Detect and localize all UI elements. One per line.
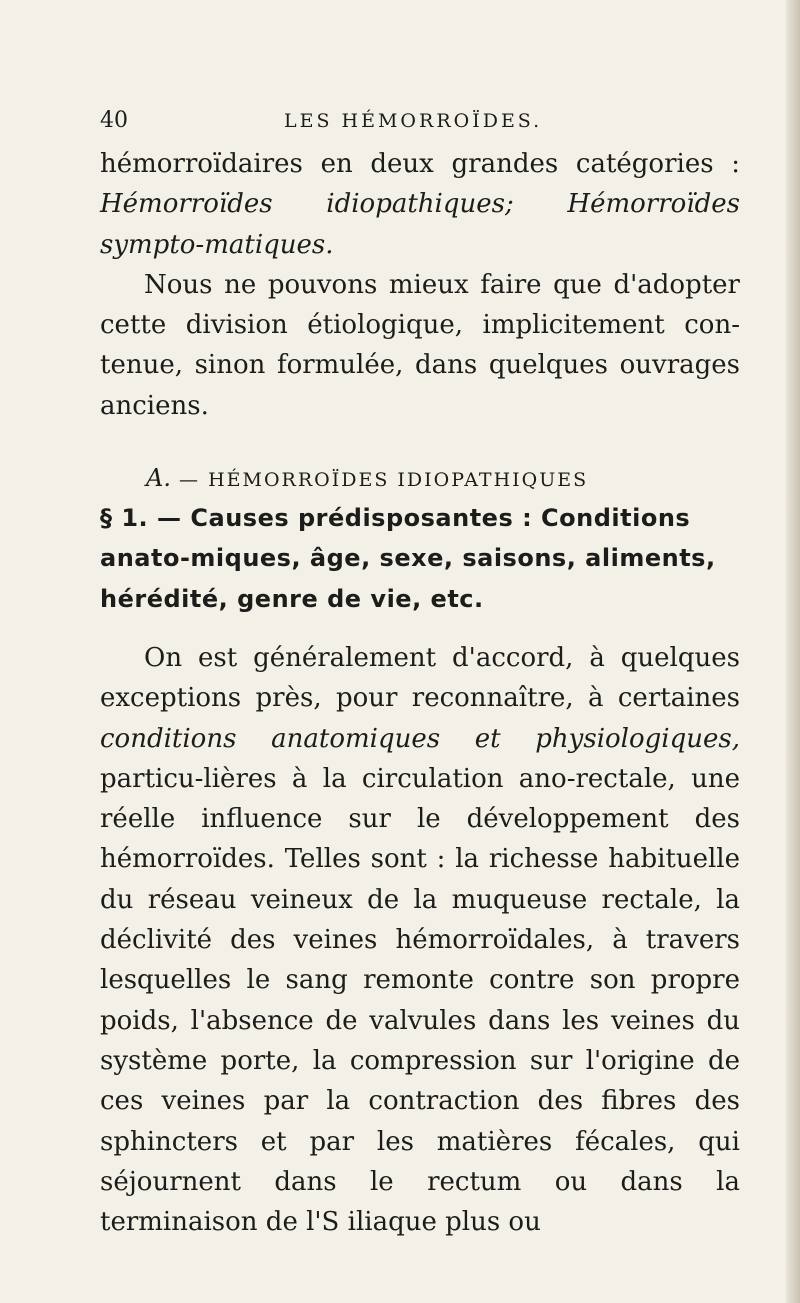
main-italic-phrase: conditions anatomiques et physiologiques, [100, 723, 740, 754]
page-edge-shadow [786, 0, 800, 1303]
running-title: LES HÉMORROÏDES. [284, 110, 543, 132]
main-text-part2: particu-lières à la circulation ano-rectale, une réelle influence sur le développement des hémorroïdes. Telles sont : la richesse habituelle du réseau veineux de la muqueuse rectale, la déclivité des veines hémorroïdales, à travers lesquelles le sang remonte contre son propre poids, l'absence de valvules dans les veines du système porte, la compression sur l'origine de ces veines par la contraction des fibres des sphincters et par les matières fécales, qui séjournent dans le rectum ou dans la terminaison de l'S iliaque plus ou [100, 763, 740, 1238]
section-heading [146, 463, 706, 495]
intro-paragraph [100, 144, 740, 265]
section-letter: A. [146, 464, 171, 492]
section-title: HÉMORROÏDES IDIOPATHIQUES [208, 469, 589, 491]
intro-italic-classes: Hémorroïdes idiopathiques; Hémorroïdes sympto-matiques. [100, 189, 740, 260]
main-block [100, 638, 740, 1242]
intro-block [100, 144, 740, 426]
main-paragraph [100, 638, 740, 1242]
page-number: 40 [100, 108, 128, 133]
subsection-heading: § 1. — Causes prédisposantes : Conditions anato-miques, âge, sexe, saisons, aliments, hérédité, genre de vie, etc. [100, 504, 716, 613]
page-header [100, 106, 720, 136]
division-paragraph: Nous ne pouvons mieux faire que d'adopter cette division étiologique, implicitement con-tenue, sinon formulée, dans quelques ouvrages anciens. [100, 269, 740, 421]
main-text-part1: On est généralement d'accord, à quelques exceptions près, pour reconnaître, à certaines [100, 643, 740, 714]
section-dash: — [179, 469, 201, 491]
intro-line: hémorroïdaires en deux grandes catégories : [100, 149, 740, 179]
